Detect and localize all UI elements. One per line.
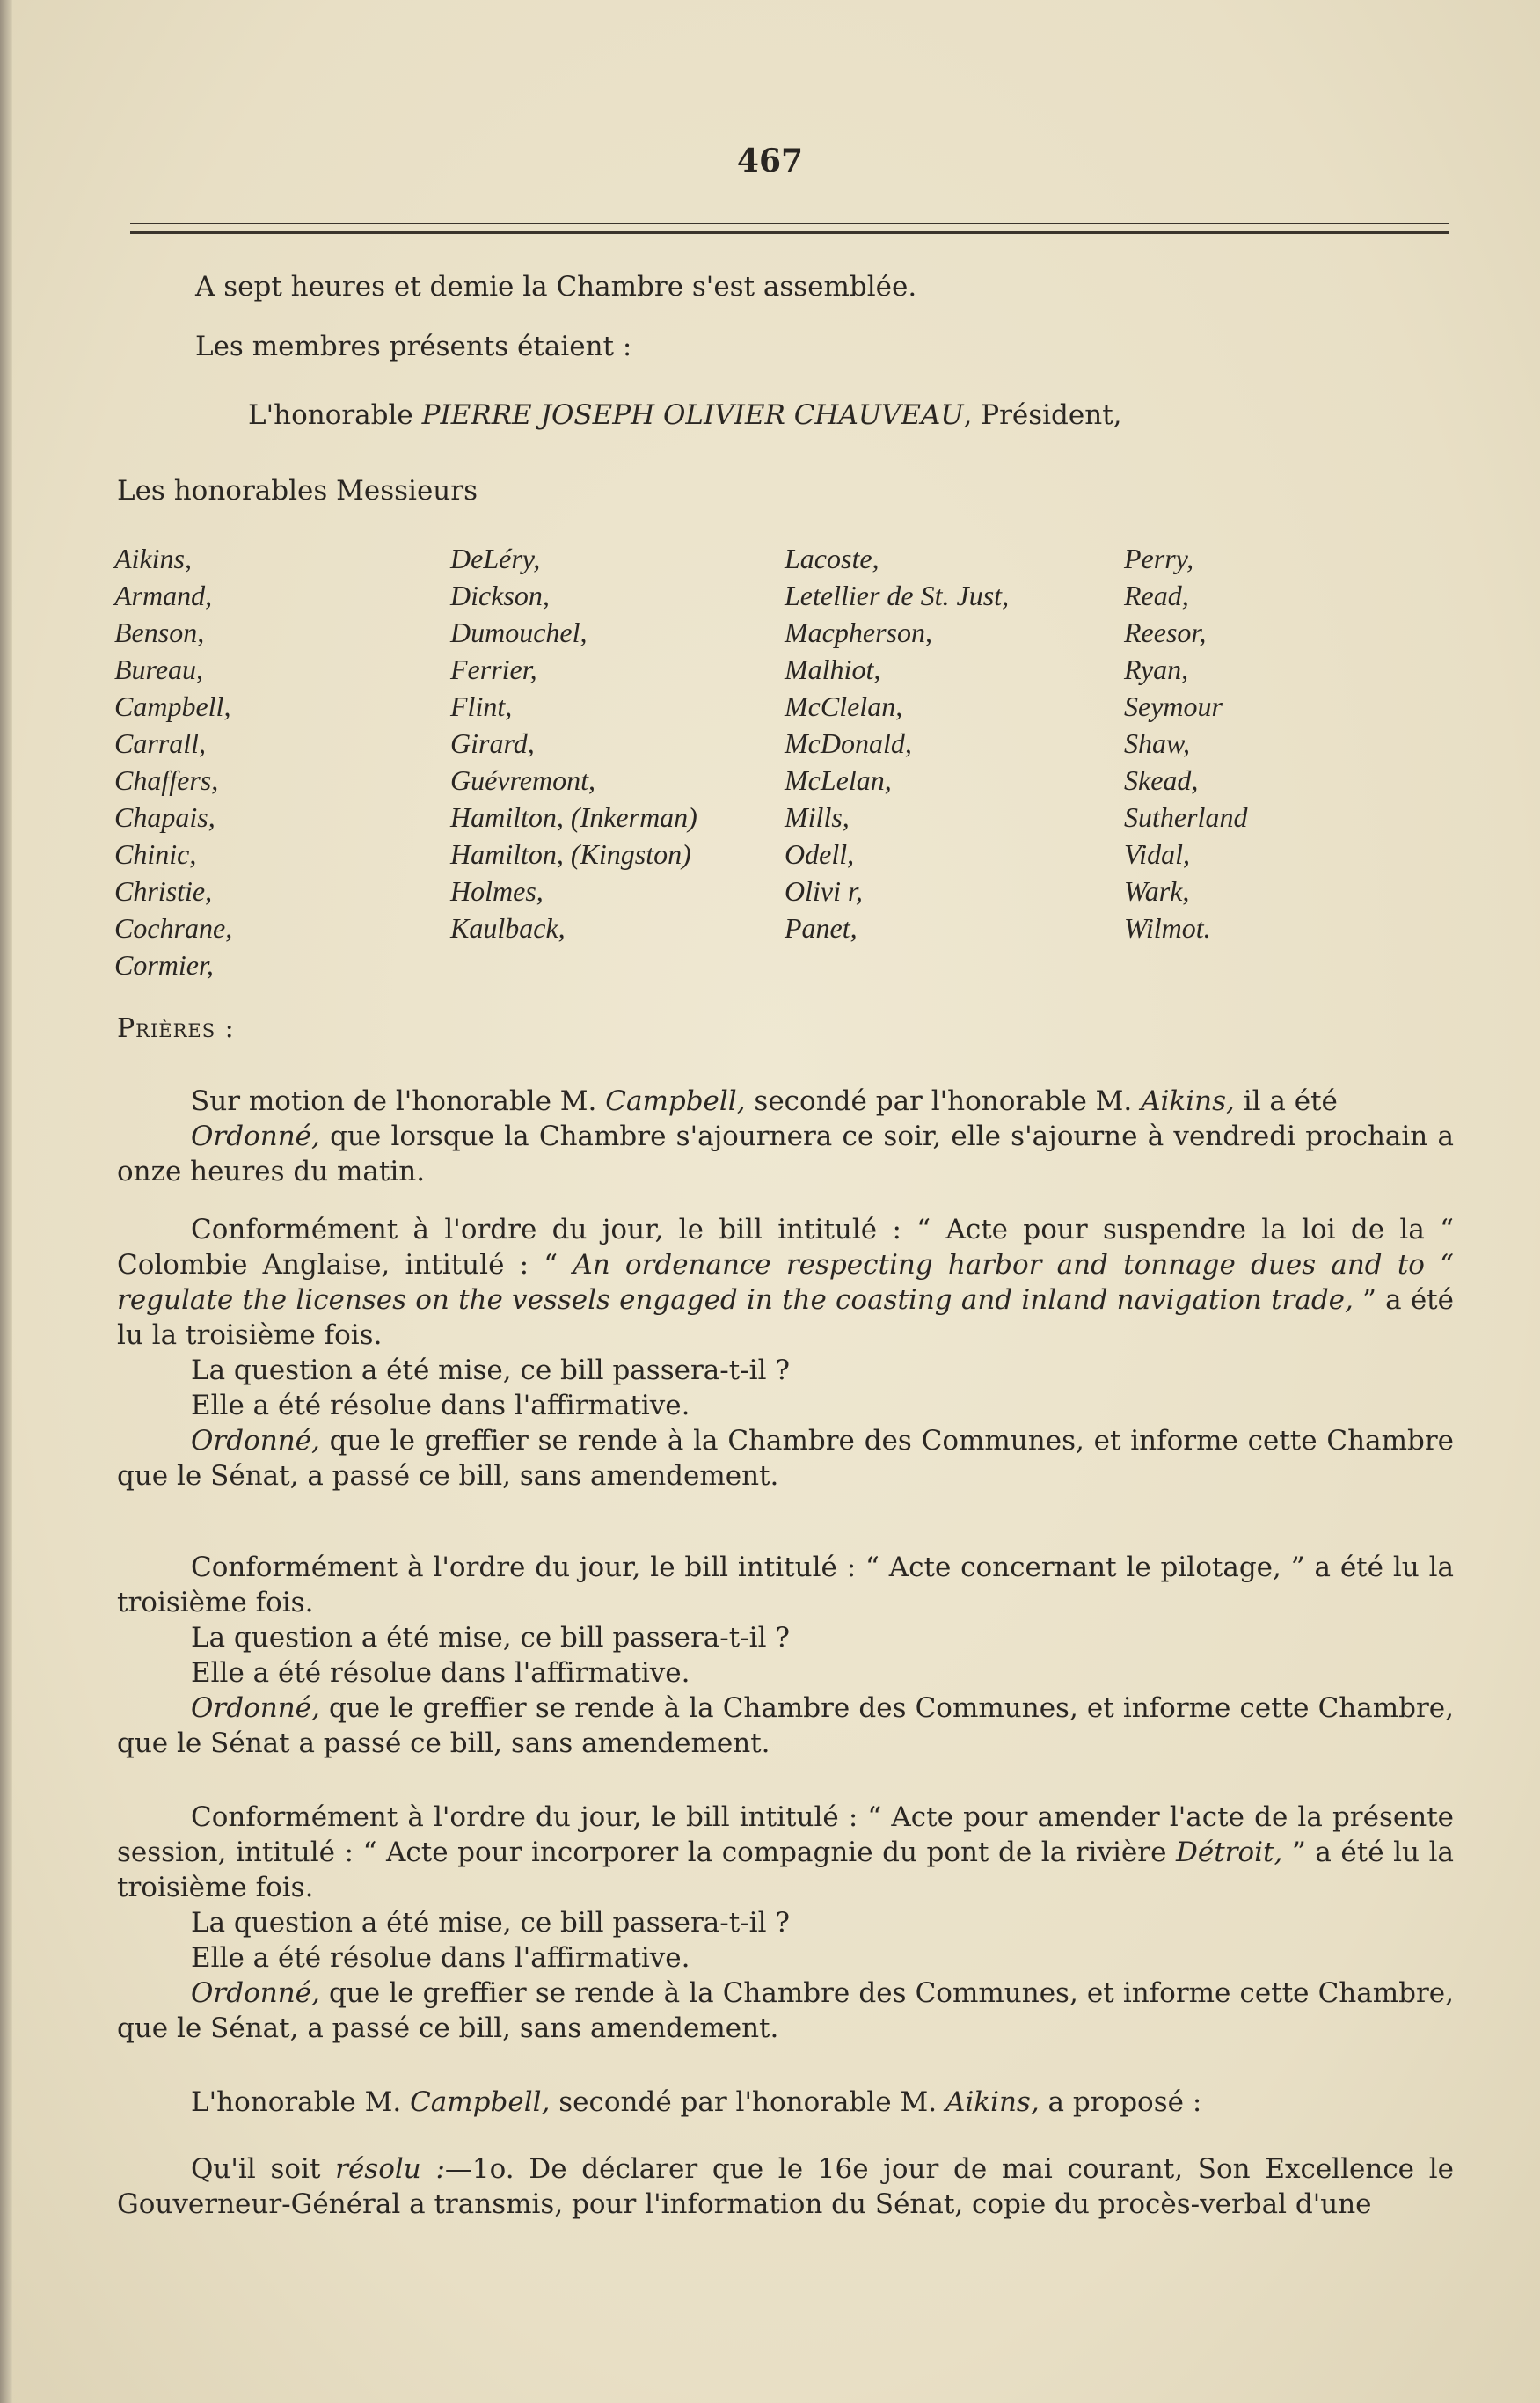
member: Sutherland: [1124, 801, 1248, 833]
paragraph-proposal: L'honorable M. Campbell, secondé par l'honorable M. Aikins, a proposé :: [191, 2086, 1202, 2118]
member: Skead,: [1124, 764, 1199, 796]
paragraph-bill-pilotage: Conformément à l'ordre du jour, le bill intitulé : “ Acte concernant le pilotage, ” a été lu la troisième fois. La question a été mise, ce bill passera-t-il ? Elle a été résolue dans l'affirmative. Ordonné, que le greffier se rende à la Chambre des Communes, et informe cette Chambre, que le Sénat a passé ce bill, sans amendement.: [117, 1552, 1454, 1759]
member: Hamilton, (Inkerman): [450, 801, 697, 833]
member: Dickson,: [450, 580, 550, 611]
member: Girard,: [450, 727, 535, 759]
member: Odell,: [785, 838, 855, 870]
member: Vidal,: [1124, 838, 1190, 870]
member: Lacoste,: [785, 543, 879, 574]
member: Benson,: [114, 617, 205, 648]
member: Panet,: [785, 912, 858, 944]
prieres-heading: Prières :: [117, 1013, 235, 1044]
paragraph-motion-adjourn: Sur motion de l'honorable M. Campbell, secondé par l'honorable M. Aikins, il a été Ordonné, que lorsque la Chambre s'ajournera ce soir, elle s'ajourne à vendredi prochain a onze heures du matin.: [117, 1085, 1454, 1187]
member: Cochrane,: [114, 912, 233, 944]
members-column-3: [785, 540, 1009, 946]
member: Shaw,: [1124, 727, 1190, 759]
president-suffix: , Président,: [963, 399, 1122, 431]
member: Hamilton, (Kingston): [450, 838, 691, 870]
member: McLelan,: [785, 764, 892, 796]
president-line: [248, 398, 1122, 433]
page-number: 467: [736, 142, 804, 179]
present-line: Les membres présents étaient :: [195, 331, 632, 362]
member: Olivi r,: [785, 875, 863, 907]
paragraph-bill-colombie: Conformément à l'ordre du jour, le bill intitulé : “ Acte pour suspendre la loi de la “ Colombie Anglaise, intitulé : “ An ordenance respecting harbor and tonnage dues and to “ regulate the licenses on the vessels engaged in the coasting and inland navigation trade, ” a été lu la troisième fois. La question a été mise, ce bill passera-t-il ? Elle a été résolue dans l'affirmative. Ordonné, que le greffier se rende à la Chambre des Communes, et informe cette Chambre que le Sénat, a passé ce bill, sans amendement.: [117, 1214, 1454, 1492]
member: Cormier,: [114, 949, 214, 981]
member: Chinic,: [114, 838, 197, 870]
member: Bureau,: [114, 654, 204, 685]
member: McDonald,: [785, 727, 912, 759]
member: Seymour: [1124, 690, 1223, 722]
member: McClelan,: [785, 690, 903, 722]
member: Letellier de St. Just,: [785, 580, 1010, 611]
members-column-4: [1124, 540, 1247, 946]
president-prefix: L'honorable: [248, 399, 413, 431]
member: Guévremont,: [450, 764, 595, 796]
member: Reesor,: [1124, 617, 1207, 648]
member: Kaulback,: [450, 912, 566, 944]
member: Ryan,: [1124, 654, 1189, 685]
member: Flint,: [450, 690, 513, 722]
member: Perry,: [1124, 543, 1194, 574]
header-rule: [130, 223, 1449, 224]
president-name: PIERRE JOSEPH OLIVIER CHAUVEAU: [421, 399, 964, 431]
member: Aikins,: [114, 543, 192, 574]
paragraph-resolution: Qu'il soit résolu :—1o. De déclarer que le 16e jour de mai courant, Son Excellence le Gouverneur-Général a transmis, pour l'information du Sénat, copie du procès-verbal d'une: [117, 2153, 1455, 2220]
member: Read,: [1124, 580, 1189, 611]
member: Mills,: [785, 801, 850, 833]
member: Campbell,: [114, 690, 231, 722]
member: Chaffers,: [114, 764, 219, 796]
member: Carrall,: [114, 727, 207, 759]
member: Holmes,: [450, 875, 544, 907]
paragraph-bill-detroit: Conformément à l'ordre du jour, le bill intitulé : “ Acte pour amender l'acte de la présente session, intitulé : “ Acte pour incorporer la compagnie du pont de la rivière Détroit, ” a été lu la troisième fois. La question a été mise, ce bill passera-t-il ? Elle a été résolue dans l'affirmative. Ordonné, que le greffier se rende à la Chambre des Communes, et informe cette Chambre, que le Sénat, a passé ce bill, sans amendement.: [117, 1801, 1454, 2044]
member: Christie,: [114, 875, 213, 907]
member: DeLéry,: [450, 543, 541, 574]
honorables-line: Les honorables Messieurs: [117, 475, 478, 507]
member: Armand,: [114, 580, 213, 611]
member: Chapais,: [114, 801, 215, 833]
member: Dumouchel,: [450, 617, 588, 648]
member: Ferrier,: [450, 654, 537, 685]
page-gutter: [0, 0, 12, 2403]
member: Wark,: [1124, 875, 1190, 907]
member: Macpherson,: [785, 617, 932, 648]
member: Malhiot,: [785, 654, 881, 685]
members-column-2: [450, 540, 697, 946]
member: Wilmot.: [1124, 912, 1211, 944]
header-rule-thick: [130, 231, 1449, 234]
members-column-1: [114, 540, 232, 983]
opening-line: A sept heures et demie la Chambre s'est assemblée.: [195, 271, 917, 303]
